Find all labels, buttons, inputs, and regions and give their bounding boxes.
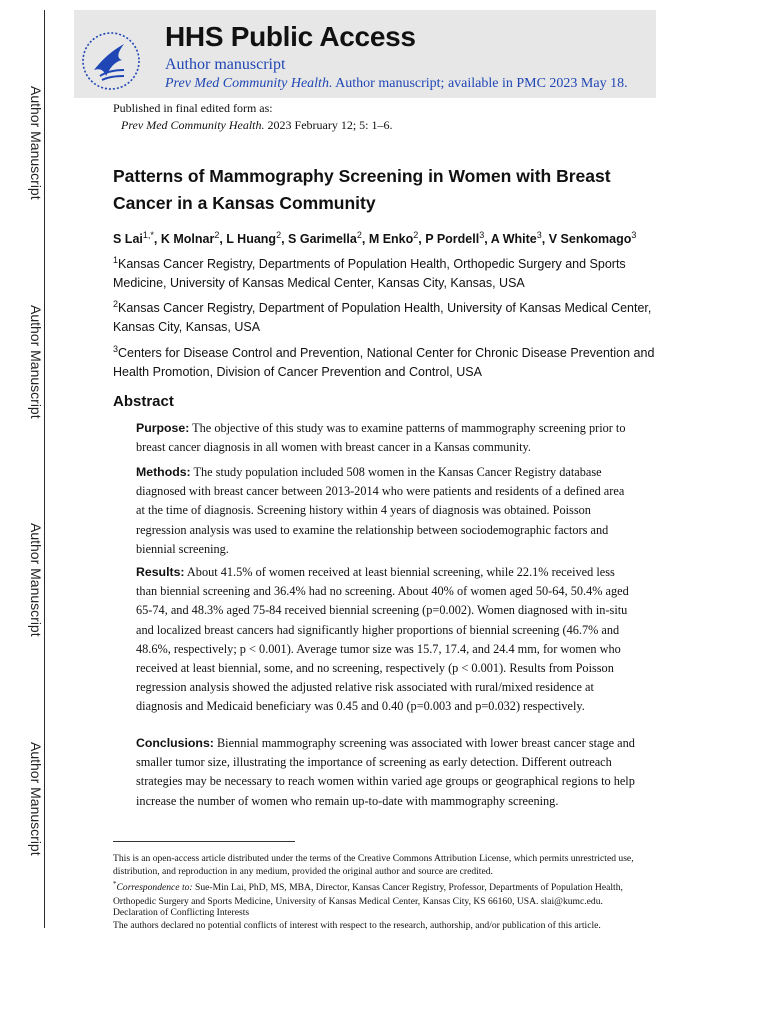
abstract-heading: Abstract	[113, 393, 174, 410]
correspondence-label: Correspondence to:	[116, 882, 193, 894]
correspondence-marker: *	[113, 880, 117, 888]
author-name: K Molnar	[160, 232, 215, 247]
author-name: L Huang	[226, 232, 277, 247]
author-affil: 3	[536, 230, 542, 240]
abstract-text: The objective of this study was to examine patterns of mammography screening prior to breast cancer diagnosis in all women with breast cancer in a Kansas community.	[136, 421, 626, 455]
side-label-author-manuscript: Author Manuscript	[28, 523, 44, 637]
license-note: This is an open-access article distributed under the terms of the Creative Commons Attribution License, which permits unrestricted use, distribution, and reproduction in any medium, provided the original author and source are credited.	[113, 853, 634, 878]
author-affil: 3	[631, 230, 637, 240]
hhs-public-access-title: HHS Public Access	[165, 21, 416, 52]
published-citation	[113, 100, 393, 134]
published-journal: Prev Med Community Health.	[121, 118, 265, 132]
author-affil: 2	[214, 230, 220, 240]
abstract-text: Biennial mammography screening was associated with lower breast cancer stage and smaller tumor size, illustrating the importance of screening as early detection. Different outreach strategies may be necessary to reach women within varied age groups or geographical regions to help increase the number of women who remain up-to-date with mammography screening.	[136, 736, 635, 808]
author-name: V Senkomago	[548, 232, 632, 247]
affiliation-text: Kansas Cancer Registry, Department of Population Health, University of Kansas Medical Center, Kansas City, Kansas, USA	[113, 301, 652, 335]
affiliation	[113, 295, 673, 337]
abstract-label: Purpose:	[136, 421, 190, 435]
affiliation-number: 2	[113, 299, 119, 309]
conflict-heading: Declaration of Conflicting Interests	[113, 907, 250, 918]
abstract-label: Conclusions:	[136, 736, 214, 750]
affiliation	[113, 251, 673, 293]
abstract-methods	[136, 463, 636, 559]
affiliation-number: 1	[113, 255, 119, 265]
abstract-text: The study population included 508 women in the Kansas Cancer Registry database diagnosed with breast cancer between 2013-2014 who were patients and residents of a defined area at the time of diagnosis. Screening history within 4 years of diagnosis was obtained. Poisson regression analysis was used to examine the relationship between sociodemographic factors and biennial screening.	[136, 465, 625, 556]
correspondence-text: Sue-Min Lai, PhD, MS, MBA, Director, Kansas Cancer Registry, Professor, Departments of Population Health, Orthopedic Surgery and Sports Medicine, University of Kansas Medical Center, Kansas City, KS 66160, USA. slai@kumc.edu.	[113, 882, 623, 907]
author-affil: 2	[413, 230, 419, 240]
author-name: P Pordell	[425, 232, 480, 247]
author-affil: 3	[479, 230, 485, 240]
footnote-rule	[113, 841, 295, 842]
availability-text: Author manuscript; available in PMC 2023 May 18.	[332, 76, 628, 91]
affiliation	[113, 340, 673, 382]
author-affil: 1,*	[142, 230, 154, 240]
author-name: S Garimella	[288, 232, 357, 247]
conflict-text: The authors declared no potential conflicts of interest with respect to the research, authorship, and/or publication of this article.	[113, 920, 601, 931]
affiliation-text: Centers for Disease Control and Prevention, National Center for Chronic Disease Prevention and Health Promotion, Division of Cancer Prevention and Control, USA	[113, 346, 655, 380]
published-label: Published in final edited form as:	[113, 101, 273, 115]
author-name: A White	[490, 232, 537, 247]
journal-availability	[165, 76, 628, 92]
author-manuscript-label: Author manuscript	[165, 56, 286, 73]
affiliation-text: Kansas Cancer Registry, Departments of Population Health, Orthopedic Surgery and Sports Medicine, University of Kansas Medical Center, Kansas City, Kansas, USA	[113, 257, 626, 291]
abstract-label: Methods:	[136, 465, 191, 479]
author-name: S Lai	[113, 232, 143, 247]
abstract-label: Results:	[136, 565, 185, 579]
published-date: 2023 February 12; 5: 1–6.	[264, 118, 393, 132]
abstract-purpose	[136, 419, 636, 457]
author-name: M Enko	[368, 232, 414, 247]
abstract-text: About 41.5% of women received at least biennial screening, while 22.1% received less than biennial screening and 36.4% had no screening. About 40% of women aged 50-64, 50.4% aged 65-74, and 48.3% aged 75-84 received biennial screening (p=0.002). Women diagnosed with in-situ and localized breast cancers had significantly higher proportions of biennial screening (46.7% and 48.6%, respectively; p < 0.001). Average tumor size was 15.7, 17.4, and 24.4 mm, for women who received at least biennial, some, and no screening, respectively (p < 0.001). Results from Poisson regression analysis showed the adjusted relative risk associated with rural/mixed residence at diagnosis and Medicaid beneficiary was 0.45 and 0.40 (p=0.003 and p=0.032) respectively.	[136, 565, 629, 714]
journal-name: Prev Med Community Health.	[165, 76, 333, 91]
author-affil: 2	[276, 230, 282, 240]
author-affil: 2	[356, 230, 362, 240]
correspondence-note	[113, 878, 653, 908]
affiliation-number: 3	[113, 344, 119, 354]
abstract-conclusions	[136, 734, 636, 811]
article-title: Patterns of Mammography Screening in Women with Breast Cancer in a Kansas Community	[113, 166, 611, 213]
side-label-author-manuscript: Author Manuscript	[28, 742, 44, 856]
hhs-eagle-logo-icon	[80, 30, 142, 92]
side-label-author-manuscript: Author Manuscript	[28, 305, 44, 419]
side-label-author-manuscript: Author Manuscript	[28, 86, 44, 200]
abstract-results	[136, 563, 636, 717]
side-rule	[44, 10, 45, 928]
author-list: S Lai$^{1,*}$, K Molnar$^2$, L Huang$^2$, S Garimella$^2$, M Enko$^2$, P Pordell$^3$, A White$^3$, V Senkomago$^3$	[113, 230, 637, 247]
